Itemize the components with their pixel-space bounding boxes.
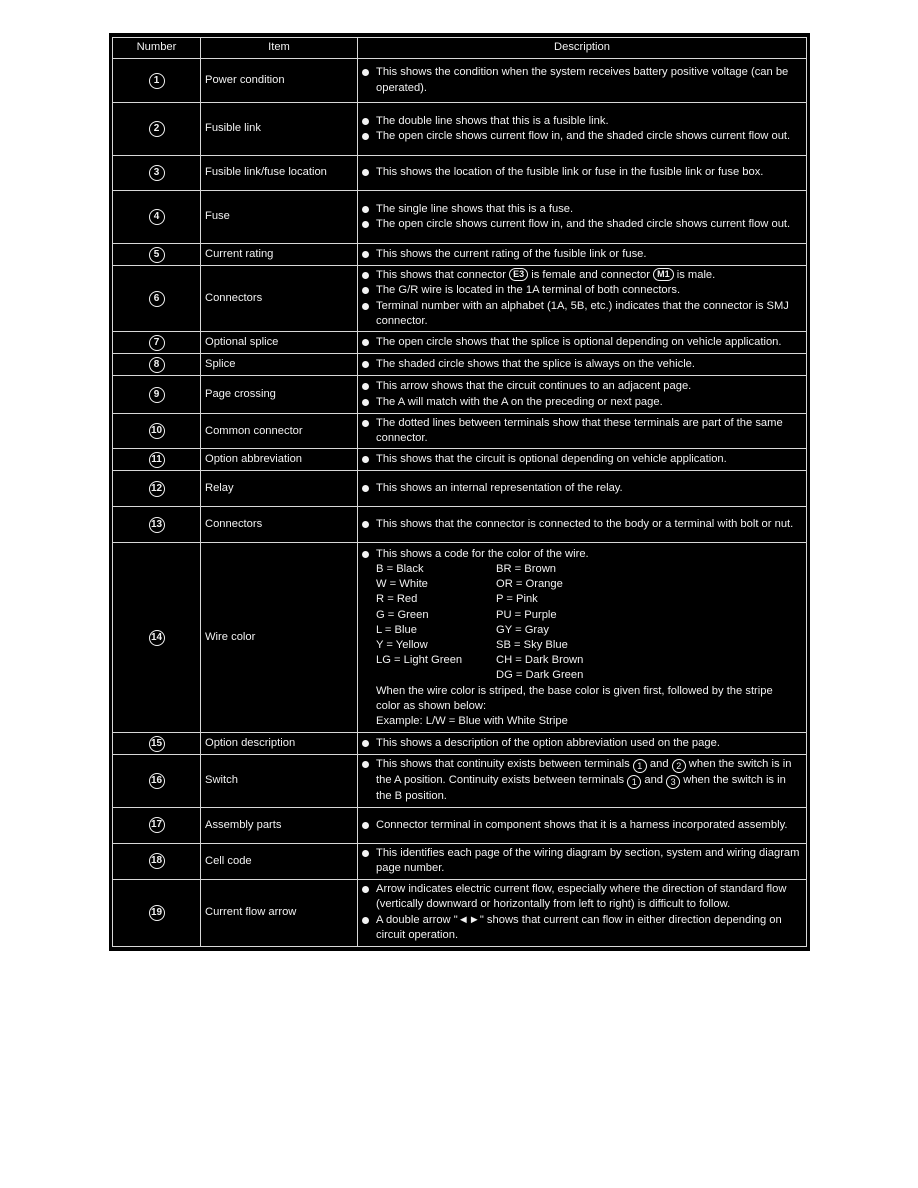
color-code-right: BR = Brown	[496, 562, 557, 575]
text-segment: This shows that connector	[376, 269, 510, 282]
table-row	[113, 449, 807, 471]
row-description-cell	[358, 354, 807, 376]
row-description-cell	[358, 103, 807, 156]
legend-body	[113, 59, 807, 947]
number-circle-icon: 12	[149, 481, 165, 497]
color-code-left	[376, 668, 496, 683]
color-code-right: OR = Orange	[496, 578, 563, 591]
header-number: Number	[113, 38, 201, 59]
text-segment: and	[641, 774, 667, 787]
bullet-item: The double line shows that this is a fusible link.	[358, 114, 800, 129]
bullet-item: This shows the location of the fusible link or fuse in the fusible link or fuse box.	[358, 165, 800, 180]
row-item-cell: Wire color	[201, 543, 358, 733]
bullet-item: This shows a description of the option abbreviation used on the page.	[358, 736, 800, 751]
row-item-cell: Option description	[201, 733, 358, 755]
number-circle-icon: 14	[149, 630, 165, 646]
row-number-cell	[113, 449, 201, 471]
row-number-cell	[113, 191, 201, 244]
table-row	[113, 103, 807, 156]
table-row	[113, 376, 807, 414]
number-circle-icon: 13	[149, 517, 165, 533]
row-description-cell	[358, 807, 807, 843]
number-circle-icon: 8	[149, 357, 165, 373]
row-description-cell	[358, 266, 807, 332]
table-row	[113, 156, 807, 191]
text-segment: when the switch is in the B position.	[376, 774, 786, 803]
table-row	[113, 879, 807, 946]
header-item: Item	[201, 38, 358, 59]
bullet-item	[358, 268, 800, 283]
row-description-cell	[358, 244, 807, 266]
row-description-cell	[358, 543, 807, 733]
row-number-cell	[113, 755, 201, 807]
row-description-cell	[358, 879, 807, 946]
bullet-item: The single line shows that this is a fuse.	[358, 202, 800, 217]
number-circle-icon: 10	[149, 423, 165, 439]
connector-symbol-icon: E3	[509, 268, 528, 281]
color-code-left: LG = Light Green	[376, 654, 463, 667]
table-row	[113, 332, 807, 354]
terminal-circle-icon: 3	[666, 775, 680, 789]
number-circle-icon: 15	[149, 736, 165, 752]
text-segment: is male.	[673, 269, 716, 282]
row-number-cell	[113, 354, 201, 376]
color-code-right: SB = Sky Blue	[496, 638, 568, 651]
bullet-item: The G/R wire is located in the 1A terminal of both connectors.	[358, 283, 800, 298]
row-item-cell: Switch	[201, 755, 358, 807]
terminal-circle-icon: 1	[633, 759, 647, 773]
bullet-item: This shows the current rating of the fusible link or fuse.	[358, 247, 800, 262]
table-row	[113, 266, 807, 332]
table-row	[113, 244, 807, 266]
legend-table	[112, 37, 807, 947]
bullet-item: A double arrow "◄►" shows that current can flow in either direction depending on circuit operation.	[358, 913, 800, 943]
text-segment: is female and connector	[528, 269, 654, 282]
number-circle-icon: 4	[149, 209, 165, 225]
row-item-cell: Page crossing	[201, 376, 358, 414]
bullet-item: The open circle shows current flow in, and the shaded circle shows current flow out.	[358, 217, 800, 232]
bullet-item: This shows that the circuit is optional depending on vehicle application.	[358, 452, 800, 467]
number-circle-icon: 11	[149, 452, 165, 468]
row-item-cell: Fuse	[201, 191, 358, 244]
text-segment: This shows that continuity exists between terminals	[376, 758, 633, 771]
bullet-item: This arrow shows that the circuit continues to an adjacent page.	[358, 379, 800, 394]
color-code-left: R = Red	[376, 593, 418, 606]
color-code-left: Y = Yellow	[376, 638, 428, 651]
bullet-item: Terminal number with an alphabet (1A, 5B, etc.) indicates that the connector is SMJ connector.	[358, 299, 800, 329]
row-description-cell	[358, 471, 807, 507]
row-number-cell	[113, 244, 201, 266]
bullet-item: Connector terminal in component shows that it is a harness incorporated assembly.	[358, 818, 800, 833]
row-description-cell	[358, 755, 807, 807]
row-item-cell: Fusible link	[201, 103, 358, 156]
number-circle-icon: 19	[149, 905, 165, 921]
row-description-cell	[358, 507, 807, 543]
bullet-item: The open circle shows current flow in, and the shaded circle shows current flow out.	[358, 129, 800, 144]
row-item-cell: Connectors	[201, 507, 358, 543]
table-row	[113, 733, 807, 755]
number-circle-icon: 3	[149, 165, 165, 181]
number-circle-icon: 17	[149, 817, 165, 833]
bullet-item: This shows that the connector is connected to the body or a terminal with bolt or nut.	[358, 517, 800, 532]
number-circle-icon: 18	[149, 853, 165, 869]
table-row	[113, 843, 807, 879]
table-row	[113, 191, 807, 244]
number-circle-icon: 5	[149, 247, 165, 263]
table-row	[113, 59, 807, 103]
row-item-cell: Cell code	[201, 843, 358, 879]
color-code-left: B = Black	[376, 562, 424, 575]
table-row	[113, 755, 807, 807]
number-circle-icon: 7	[149, 335, 165, 351]
row-item-cell: Option abbreviation	[201, 449, 358, 471]
bullet-item: This shows a code for the color of the wire.	[358, 547, 800, 562]
number-circle-icon: 6	[149, 291, 165, 307]
header-description: Description	[358, 38, 807, 59]
row-number-cell	[113, 507, 201, 543]
text-segment: when the switch is in the A position. Continuity exists between terminals	[376, 758, 792, 787]
wire-color-codes	[358, 562, 800, 684]
bullet-item: Arrow indicates electric current flow, especially where the direction of standard flow (vertically downward or horizontally from left to right) is difficult to follow.	[358, 882, 800, 912]
bullet-item: The dotted lines between terminals show that these terminals are part of the same connector.	[358, 416, 800, 446]
row-description-cell	[358, 449, 807, 471]
color-code-left: W = White	[376, 578, 428, 591]
number-circle-icon: 16	[149, 773, 165, 789]
row-description-cell	[358, 156, 807, 191]
number-circle-icon: 9	[149, 387, 165, 403]
bullet-item: The open circle shows that the splice is optional depending on vehicle application.	[358, 335, 800, 350]
row-number-cell	[113, 843, 201, 879]
row-item-cell: Current flow arrow	[201, 879, 358, 946]
row-description-cell	[358, 843, 807, 879]
row-description-cell	[358, 59, 807, 103]
row-item-cell: Assembly parts	[201, 807, 358, 843]
number-circle-icon: 2	[149, 121, 165, 137]
description-text: When the wire color is striped, the base color is given first, followed by the stripe color as shown below:	[376, 684, 773, 712]
row-number-cell	[113, 156, 201, 191]
row-item-cell: Optional splice	[201, 332, 358, 354]
text-segment: and	[646, 758, 672, 771]
color-code-right: DG = Dark Green	[496, 669, 584, 682]
connector-symbol-icon: M1	[653, 268, 674, 281]
row-item-cell: Power condition	[201, 59, 358, 103]
bullet-item: This identifies each page of the wiring diagram by section, system and wiring diagram page number.	[358, 846, 800, 876]
row-number-cell	[113, 807, 201, 843]
table-row	[113, 414, 807, 449]
bullet-item: The A will match with the A on the preceding or next page.	[358, 395, 800, 410]
row-description-cell	[358, 191, 807, 244]
color-code-left: L = Blue	[376, 623, 417, 636]
legend-sheet	[109, 33, 810, 951]
row-number-cell	[113, 59, 201, 103]
bullet-item: This shows an internal representation of the relay.	[358, 481, 800, 496]
row-number-cell	[113, 332, 201, 354]
color-code-right: GY = Gray	[496, 623, 549, 636]
row-number-cell	[113, 471, 201, 507]
terminal-circle-icon: 2	[672, 759, 686, 773]
row-description-cell	[358, 376, 807, 414]
row-item-cell: Relay	[201, 471, 358, 507]
color-code-right: PU = Purple	[496, 608, 557, 621]
table-row	[113, 807, 807, 843]
terminal-circle-icon: 1	[627, 775, 641, 789]
table-row	[113, 543, 807, 733]
row-item-cell: Splice	[201, 354, 358, 376]
row-number-cell	[113, 376, 201, 414]
description-text: Example: L/W = Blue with White Stripe	[376, 714, 568, 727]
row-number-cell	[113, 103, 201, 156]
bullet-item: The shaded circle shows that the splice is always on the vehicle.	[358, 357, 800, 372]
row-description-cell	[358, 733, 807, 755]
row-number-cell	[113, 879, 201, 946]
row-number-cell	[113, 733, 201, 755]
bullet-item: This shows the condition when the system receives battery positive voltage (can be operated).	[358, 65, 800, 95]
table-row	[113, 354, 807, 376]
color-code-right: P = Pink	[496, 593, 538, 606]
row-number-cell	[113, 414, 201, 449]
header-row	[113, 38, 807, 59]
color-code-left: G = Green	[376, 608, 429, 621]
row-number-cell	[113, 543, 201, 733]
bullet-item	[358, 757, 800, 804]
row-description-cell	[358, 332, 807, 354]
table-row	[113, 507, 807, 543]
row-item-cell: Fusible link/fuse location	[201, 156, 358, 191]
row-description-cell	[358, 414, 807, 449]
color-code-right: CH = Dark Brown	[496, 654, 584, 667]
row-item-cell: Connectors	[201, 266, 358, 332]
row-item-cell: Common connector	[201, 414, 358, 449]
table-row	[113, 471, 807, 507]
row-number-cell	[113, 266, 201, 332]
number-circle-icon: 1	[149, 73, 165, 89]
row-item-cell: Current rating	[201, 244, 358, 266]
